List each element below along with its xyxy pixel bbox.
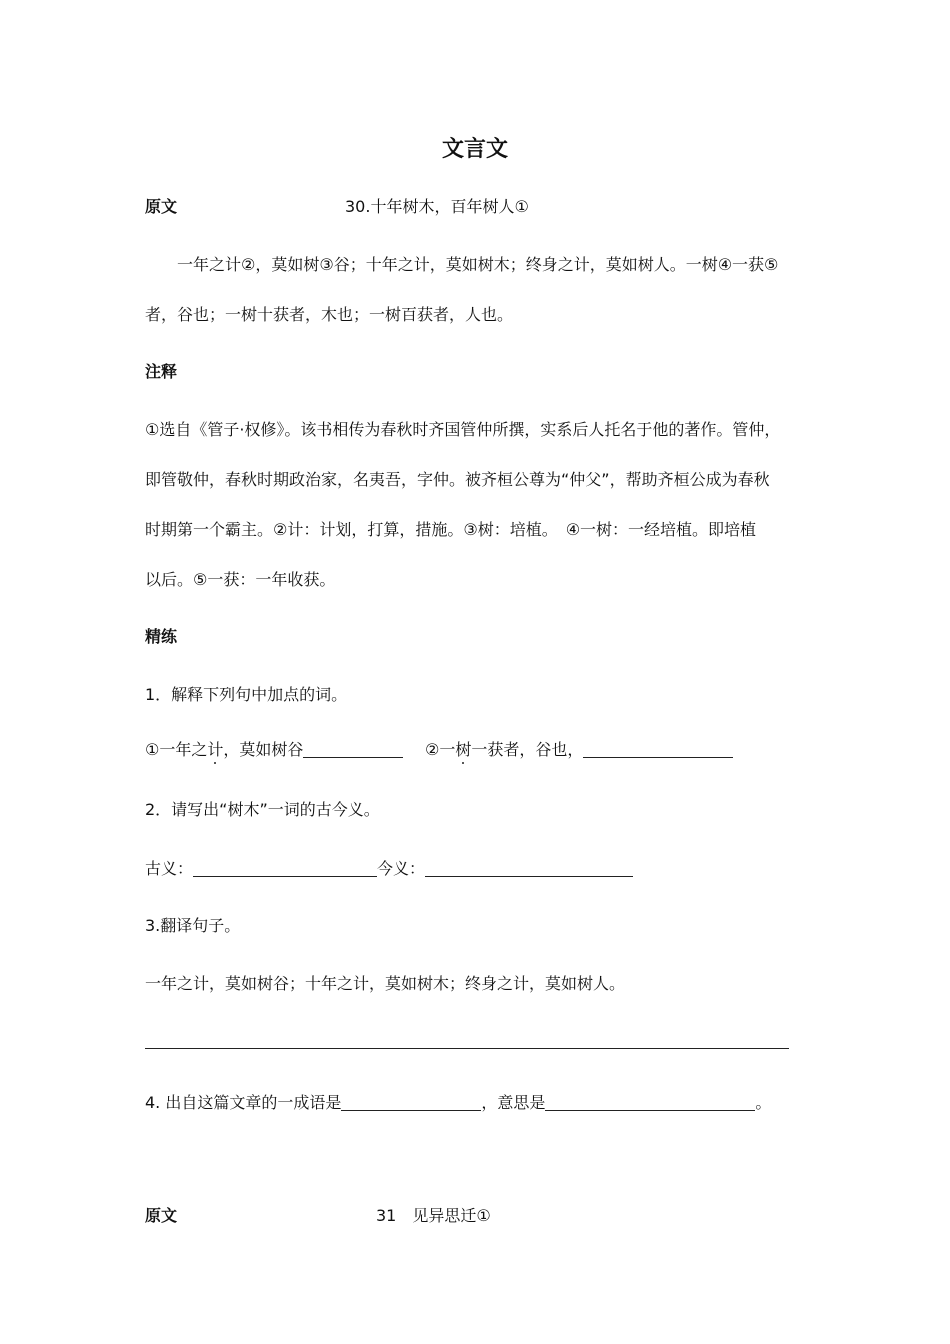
question-1-item-a [145,741,403,758]
question-1-item-b [425,741,733,758]
q1b-text: ②一 [425,740,456,759]
original-text-line-2: 者，谷也；一树十获者，木也；一树百获者，人也。 [145,305,514,324]
question-2: 2．请写出“树木”一词的古今义。 [145,800,380,819]
question-3-sentence: 一年之计，莫如树谷；十年之计，莫如树木；终身之计，莫如树人。 [145,974,626,993]
ancient-meaning-blank[interactable] [193,860,377,877]
original-label: 原文 [145,197,178,216]
translation-answer-line[interactable] [145,1048,789,1049]
q1b-dotted-word: 树 [455,740,472,759]
q1a-text-end: ，莫如树谷 [223,740,304,759]
question-3: 3.翻译句子。 [145,916,241,935]
q1a-dotted-word: 计 [207,740,224,759]
question-4 [145,1094,771,1111]
notes-line-1: ①选自《管子·权修》。该书相传为春秋时齐国管仲所撰，实系后人托名于他的著作。管仲， [145,420,781,439]
modern-meaning-blank[interactable] [425,860,633,877]
modern-meaning-label: 今义： [377,859,426,878]
ancient-meaning-label: 古义： [145,859,194,878]
q1a-answer-blank[interactable] [303,741,403,758]
article-title: 30.十年树木，百年树人① [345,197,529,216]
q1b-answer-blank[interactable] [583,741,733,758]
original-label-2: 原文 [145,1206,178,1225]
practice-label: 精练 [145,627,178,646]
original-text-line-1: 一年之计②，莫如树③谷；十年之计，莫如树木；终身之计，莫如树人。一树④一获⑤ [177,255,779,274]
q4-prompt: 4. 出自这篇文章的一成语是 [145,1093,342,1112]
q1b-text-end: 一获者，谷也， [471,740,584,759]
notes-line-3: 时期第一个霸主。②计：计划，打算，措施。③树：培植。 ④一树：一经培植。即培植 [145,520,757,539]
idiom-blank[interactable] [341,1094,481,1111]
notes-line-2: 即管敬仲，春秋时期政治家，名夷吾，字仲。被齐桓公尊为“仲父”，帮助齐桓公成为春秋 [145,470,770,489]
q4-meaning-label: ，意思是 [481,1093,546,1112]
q1a-text: ①一年之 [145,740,208,759]
question-2-answers [145,860,633,877]
page-title: 文言文 [441,137,508,162]
notes-line-4: 以后。⑤一获：一年收获。 [145,570,336,589]
q4-period: 。 [755,1093,772,1112]
meaning-blank[interactable] [545,1094,755,1111]
notes-label: 注释 [145,362,178,381]
question-1: 1．解释下列句中加点的词。 [145,685,348,704]
article-title-2: 31 见异思迁① [376,1206,491,1225]
